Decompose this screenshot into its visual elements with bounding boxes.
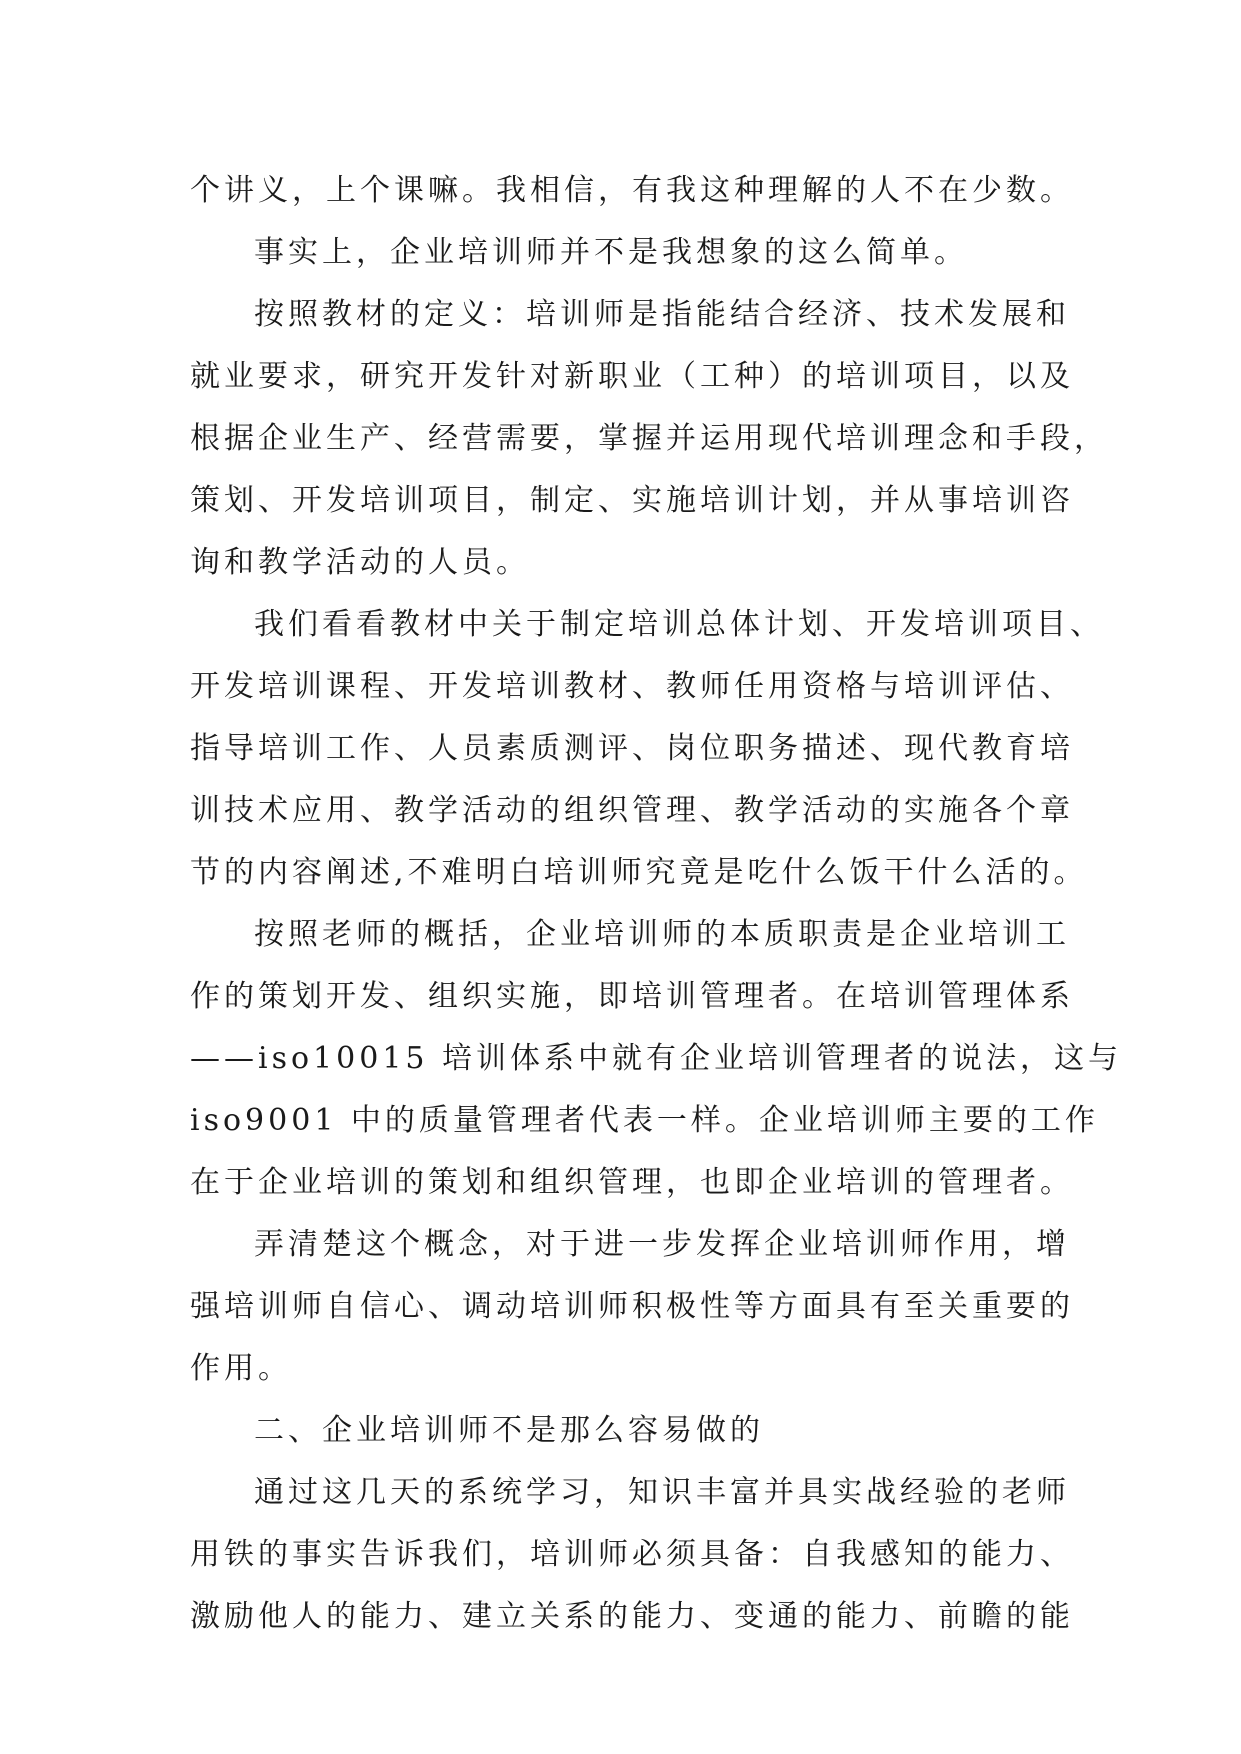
text-line: 我们看看教材中关于制定培训总体计划、开发培训项目、 <box>254 607 1104 642</box>
text-line: 就业要求，研究开发针对新职业（工种）的培训项目，以及 <box>190 359 1074 394</box>
text-line: 作的策划开发、组织实施，即培训管理者。在培训管理体系 <box>190 979 1074 1014</box>
text-line: 按照老师的概括，企业培训师的本质职责是企业培训工 <box>254 917 1070 952</box>
text-line: 开发培训课程、开发培训教材、教师任用资格与培训评估、 <box>190 669 1074 704</box>
text-line: 作用。 <box>190 1351 292 1386</box>
text-line: 激励他人的能力、建立关系的能力、变通的能力、前瞻的能 <box>190 1599 1074 1634</box>
text-line: 通过这几天的系统学习，知识丰富并具实战经验的老师 <box>254 1475 1070 1510</box>
text-line: 策划、开发培训项目，制定、实施培训计划，并从事培训咨 <box>190 483 1074 518</box>
text-line: ——iso10015 培训体系中就有企业培训管理者的说法，这与 <box>190 1041 1123 1076</box>
section-heading: 二、企业培训师不是那么容易做的 <box>254 1413 764 1448</box>
text-line: 事实上，企业培训师并不是我想象的这么简单。 <box>254 235 968 270</box>
text-line: 弄清楚这个概念，对于进一步发挥企业培训师作用，增 <box>254 1227 1070 1262</box>
text-line: 在于企业培训的策划和组织管理，也即企业培训的管理者。 <box>190 1165 1074 1200</box>
text-line: 根据企业生产、经营需要，掌握并运用现代培训理念和手段， <box>190 421 1108 456</box>
text-line: 询和教学活动的人员。 <box>190 545 530 580</box>
text-line: 节的内容阐述,不难明白培训师究竟是吃什么饭干什么活的。 <box>190 855 1088 890</box>
document-body <box>190 160 1123 1648</box>
text-line: 按照教材的定义：培训师是指能结合经济、技术发展和 <box>254 297 1070 332</box>
text-line: 强培训师自信心、调动培训师积极性等方面具有至关重要的 <box>190 1289 1074 1324</box>
text-line: 个讲义，上个课嘛。我相信，有我这种理解的人不在少数。 <box>190 173 1074 208</box>
text-line: 指导培训工作、人员素质测评、岗位职务描述、现代教育培 <box>190 731 1074 766</box>
text-line: 训技术应用、教学活动的组织管理、教学活动的实施各个章 <box>190 793 1074 828</box>
text-line: 用铁的事实告诉我们，培训师必须具备：自我感知的能力、 <box>190 1537 1074 1572</box>
text-line: iso9001 中的质量管理者代表一样。企业培训师主要的工作 <box>190 1103 1099 1138</box>
